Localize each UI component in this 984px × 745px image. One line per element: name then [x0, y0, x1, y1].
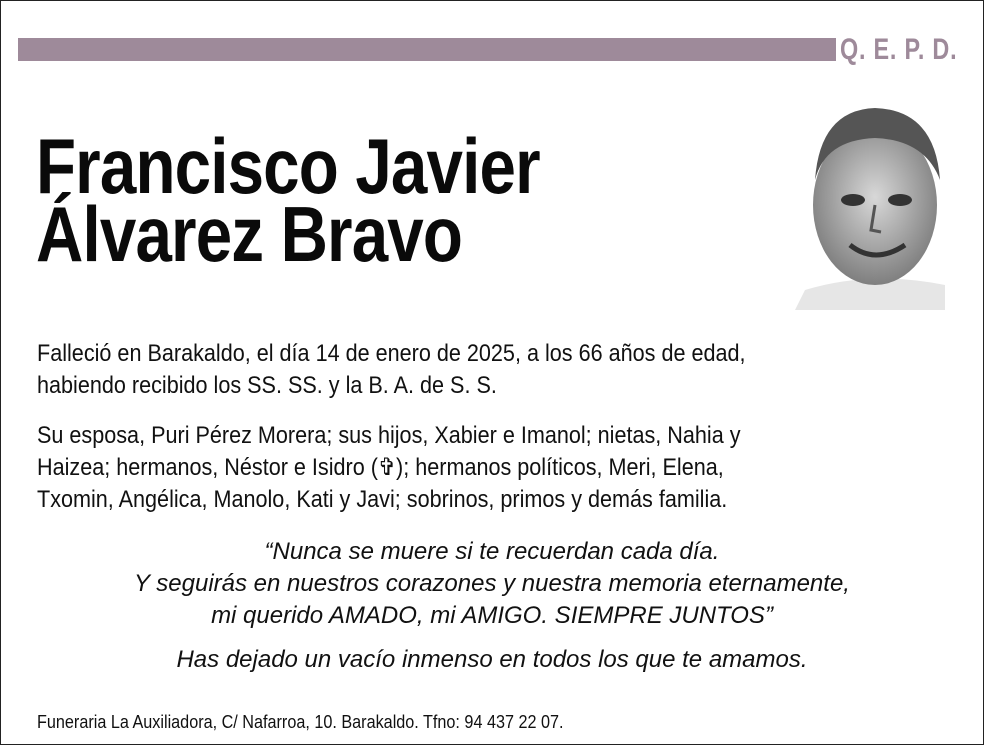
quote-line: Has dejado un vacío inmenso en todos los que te amamos.: [176, 646, 808, 673]
family-list: [37, 420, 741, 516]
death-notice: [37, 338, 746, 402]
name-line-1: Francisco Javier: [36, 122, 540, 210]
deceased-name: [36, 122, 540, 278]
qepd-heading: Q. E. P. D.: [840, 33, 958, 66]
memorial-quote: [0, 536, 984, 676]
family-line: Txomin, Angélica, Manolo, Kati y Javi; sobrinos, primos y demás familia.: [37, 486, 728, 513]
death-notice-line: habiendo recibido los SS. SS. y la B. A. de S. S.: [37, 372, 497, 399]
quote-line: Y seguirás en nuestros corazones y nuestra memoria eternamente,: [134, 570, 850, 597]
funeral-home-info: Funeraria La Auxiliadora, C/ Nafarroa, 10. Barakaldo. Tfno: 94 437 22 07.: [37, 712, 564, 732]
quote-line: mi querido AMADO, mi AMIGO. SIEMPRE JUNTOS”: [211, 602, 773, 629]
name-line-2: Álvarez Bravo: [36, 190, 463, 278]
family-line: Haizea; hermanos, Néstor e Isidro (✞); hermanos políticos, Meri, Elena,: [37, 454, 724, 481]
portrait-photo: [795, 100, 945, 310]
header-bar: [18, 38, 836, 61]
family-line: Su esposa, Puri Pérez Morera; sus hijos, Xabier e Imanol; nietas, Nahia y: [37, 422, 741, 449]
death-notice-line: Falleció en Barakaldo, el día 14 de enero de 2025, a los 66 años de edad,: [37, 340, 746, 367]
quote-line: “Nunca se muere si te recuerdan cada día.: [264, 538, 720, 565]
